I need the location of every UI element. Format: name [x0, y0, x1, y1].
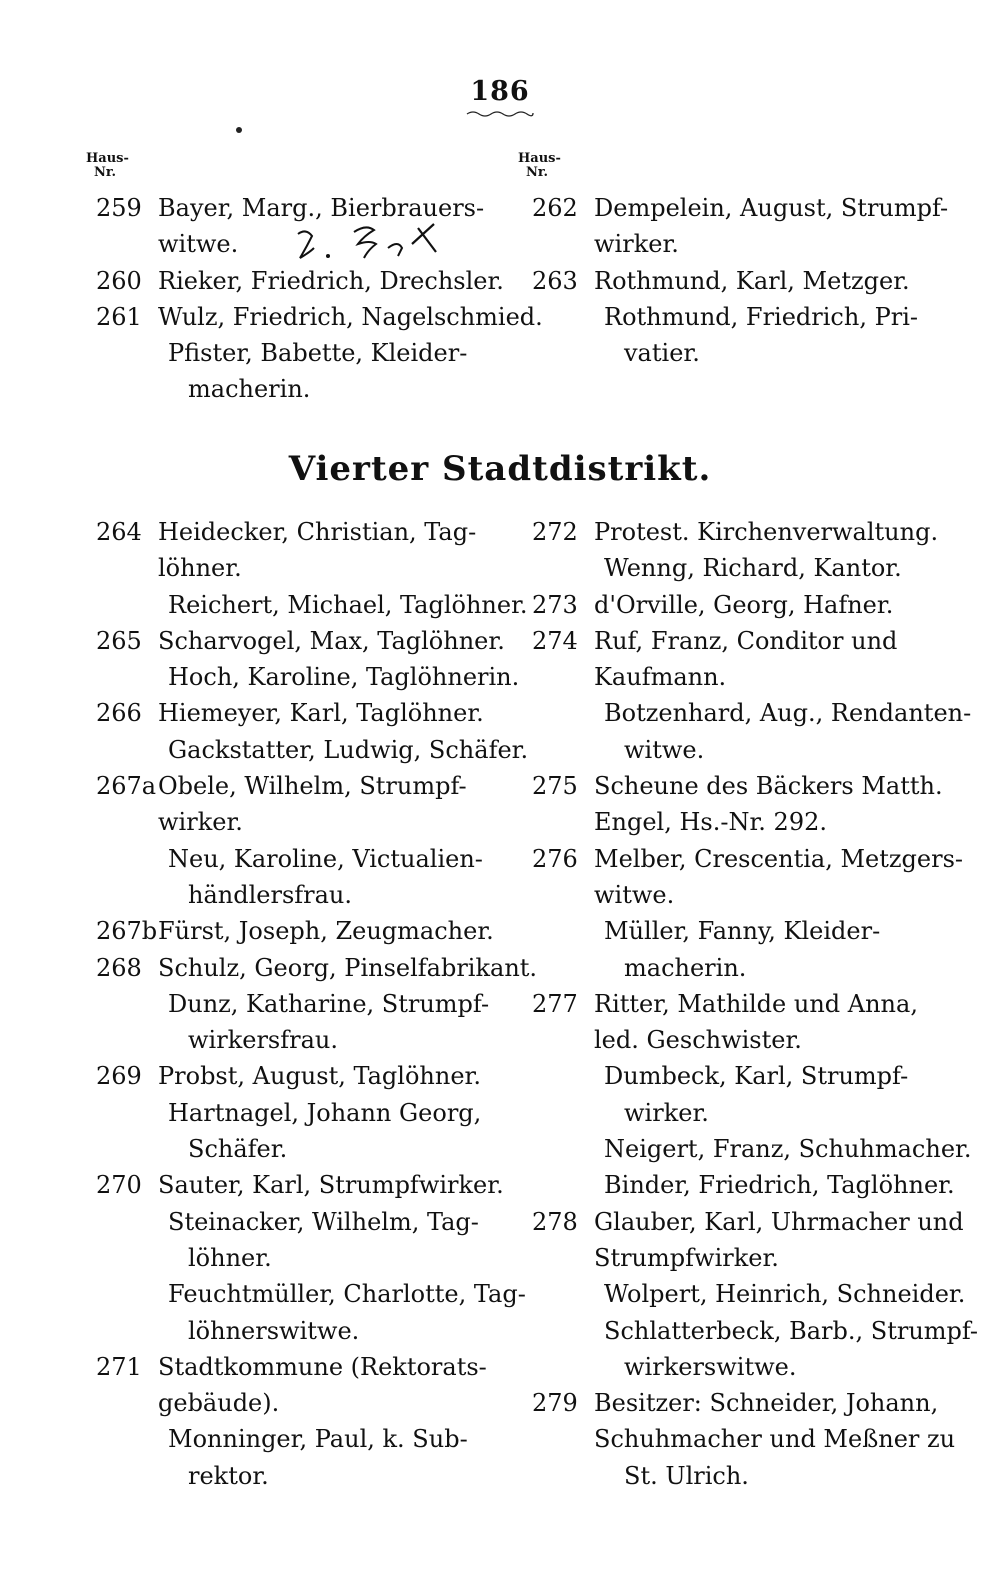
entry-line: Wolpert, Heinrich, Schneider. — [604, 1280, 966, 1309]
house-number: 270 — [96, 1171, 142, 1200]
entry-line: Müller, Fanny, Kleider- — [604, 917, 881, 946]
house-number: 277 — [532, 989, 578, 1018]
house-number: 265 — [96, 626, 142, 655]
house-entry — [96, 913, 516, 949]
entry-line: wirker. — [624, 1098, 709, 1127]
entry-line: Dempelein, August, Strumpf- — [594, 194, 949, 222]
entry-line: Strumpfwirker. — [594, 1243, 779, 1272]
house-number: 267a — [96, 772, 157, 801]
house-entry — [532, 623, 972, 768]
entry-line: Engel, Hs.-Nr. 292. — [594, 808, 827, 837]
entry-line: witwe. — [624, 735, 705, 764]
column-header-left-line2: Nr. — [94, 165, 117, 180]
entry-line: vatier. — [624, 339, 700, 368]
entry-line: Kaufmann. — [594, 663, 727, 692]
entry-line: Reichert, Michael, Taglöhner. — [168, 590, 528, 619]
column-header-right-line1: Haus- — [518, 151, 561, 166]
entry-line: Botzenhard, Aug., Rendanten- — [604, 699, 972, 728]
main-left-column — [96, 514, 538, 1494]
house-entry — [96, 695, 529, 768]
house-entry — [96, 299, 543, 408]
house-number: 273 — [532, 590, 578, 619]
entry-line: Pfister, Babette, Kleider- — [168, 339, 468, 368]
house-entry — [532, 587, 972, 623]
entry-line: Wulz, Friedrich, Nagelschmied. — [158, 302, 543, 331]
page-number — [0, 76, 1000, 117]
ink-dot — [236, 127, 242, 133]
entry-line: d'Orville, Georg, Hafner. — [594, 590, 894, 619]
page-number-text: 186 — [470, 76, 530, 107]
house-entry — [96, 1058, 516, 1167]
house-entry — [532, 263, 972, 372]
entry-line: Hoch, Karoline, Taglöhnerin. — [168, 663, 520, 692]
entry-line: Rothmund, Karl, Metzger. — [594, 266, 910, 295]
entry-line: rektor. — [188, 1461, 269, 1490]
house-entry — [532, 190, 972, 263]
entry-line: löhnerswitwe. — [188, 1316, 360, 1345]
entry-line: macherin. — [624, 953, 747, 982]
house-number: 267b — [96, 917, 158, 946]
entry-line: Feuchtmüller, Charlotte, Tag- — [168, 1280, 526, 1309]
entry-line: Dunz, Katharine, Strumpf- — [168, 989, 490, 1018]
entry-line: Scheune des Bäckers Matth. — [594, 772, 943, 801]
house-number: 278 — [532, 1207, 578, 1236]
entry-line: Fürst, Joseph, Zeugmacher. — [158, 917, 494, 946]
entry-line: gebäude). — [158, 1389, 280, 1418]
entry-line: wirkersfrau. — [188, 1026, 338, 1055]
house-entry — [532, 986, 972, 1204]
entry-line: löhner. — [158, 554, 242, 583]
house-entry — [96, 623, 520, 696]
entry-line: Obele, Wilhelm, Strumpf- — [158, 772, 467, 801]
house-number: 268 — [96, 953, 142, 982]
house-number: 272 — [532, 518, 578, 546]
house-entry — [96, 514, 528, 623]
entry-line: Schulz, Georg, Pinselfabrikant. — [158, 953, 538, 982]
entry-line: Sauter, Karl, Strumpfwirker. — [158, 1171, 504, 1200]
entry-line: macherin. — [188, 375, 311, 404]
entry-line: Steinacker, Wilhelm, Tag- — [168, 1207, 479, 1236]
entry-line: Schäfer. — [188, 1135, 288, 1164]
district-heading: Vierter Stadtdistrikt. — [288, 449, 712, 489]
entry-line: led. Geschwister. — [594, 1026, 802, 1055]
entry-line: Hiemeyer, Karl, Taglöhner. — [158, 699, 484, 728]
house-entry — [532, 1385, 972, 1494]
house-entry — [532, 768, 972, 841]
entry-line: wirker. — [158, 808, 243, 837]
house-entry — [532, 514, 972, 587]
entry-line: Protest. Kirchenverwaltung. — [594, 518, 939, 546]
entry-line: händlersfrau. — [188, 880, 353, 909]
entry-line: Besitzer: Schneider, Johann, — [594, 1389, 939, 1418]
house-number: 263 — [532, 266, 578, 295]
house-number: 260 — [96, 266, 142, 295]
entry-line: Hartnagel, Johann Georg, — [168, 1098, 482, 1127]
house-number: 262 — [532, 194, 578, 222]
house-number: 259 — [96, 194, 142, 222]
entry-line: St. Ulrich. — [624, 1461, 749, 1490]
entry-line: Schuhmacher und Meßner zu — [594, 1425, 956, 1454]
entry-line: wirker. — [594, 230, 679, 259]
house-number: 264 — [96, 518, 142, 546]
entry-line: Probst, August, Taglöhner. — [158, 1062, 482, 1091]
house-entry — [532, 1204, 979, 1385]
entry-line: Bayer, Marg., Bierbrauers- — [158, 194, 485, 222]
column-header-left — [86, 152, 129, 180]
entry-line: löhner. — [188, 1243, 272, 1272]
entry-line: wirkerswitwe. — [624, 1352, 797, 1381]
entry-line: Schlatterbeck, Barb., Strumpf- — [604, 1316, 979, 1345]
house-number: 275 — [532, 772, 578, 801]
house-entry — [96, 263, 516, 299]
top-right-column — [532, 190, 972, 371]
entry-line: Stadtkommune (Rektorats- — [158, 1352, 487, 1381]
entry-line: Rieker, Friedrich, Drechsler. — [158, 266, 504, 295]
house-entry — [96, 1349, 516, 1494]
handwritten-annotation — [294, 218, 444, 264]
entry-line: Melber, Crescentia, Metzgers- — [594, 844, 963, 873]
house-number: 271 — [96, 1352, 142, 1381]
entry-line: witwe. — [594, 880, 675, 909]
house-number: 279 — [532, 1389, 578, 1418]
entry-line: Monninger, Paul, k. Sub- — [168, 1425, 468, 1454]
house-entry — [532, 841, 972, 986]
house-number: 261 — [96, 302, 142, 331]
house-entry — [96, 1167, 526, 1348]
entry-line: Rothmund, Friedrich, Pri- — [604, 302, 918, 331]
house-number: 274 — [532, 626, 578, 655]
entry-line: Glauber, Karl, Uhrmacher und — [594, 1207, 964, 1236]
entry-line: Scharvogel, Max, Taglöhner. — [158, 626, 505, 655]
entry-line: witwe. — [158, 230, 239, 259]
house-number: 266 — [96, 699, 142, 728]
entry-line: Heidecker, Christian, Tag- — [158, 518, 477, 546]
entry-line: Neigert, Franz, Schuhmacher. — [604, 1135, 972, 1164]
entry-line: Gackstatter, Ludwig, Schäfer. — [168, 735, 529, 764]
column-header-right — [518, 152, 561, 180]
entry-line: Neu, Karoline, Victualien- — [168, 844, 483, 873]
house-number: 276 — [532, 844, 578, 873]
house-entry — [96, 768, 516, 913]
entry-line: Binder, Friedrich, Taglöhner. — [604, 1171, 955, 1200]
page-number-underline — [465, 109, 535, 117]
main-right-column — [532, 514, 979, 1494]
column-header-left-line1: Haus- — [86, 151, 129, 166]
house-entry — [96, 950, 538, 1059]
entry-line: Ritter, Mathilde und Anna, — [594, 989, 918, 1018]
entry-line: Wenng, Richard, Kantor. — [604, 554, 902, 583]
entry-line: Ruf, Franz, Conditor und — [594, 626, 898, 655]
entry-line: Dumbeck, Karl, Strumpf- — [604, 1062, 909, 1091]
house-number: 269 — [96, 1062, 142, 1091]
column-header-right-line2: Nr. — [526, 165, 549, 180]
